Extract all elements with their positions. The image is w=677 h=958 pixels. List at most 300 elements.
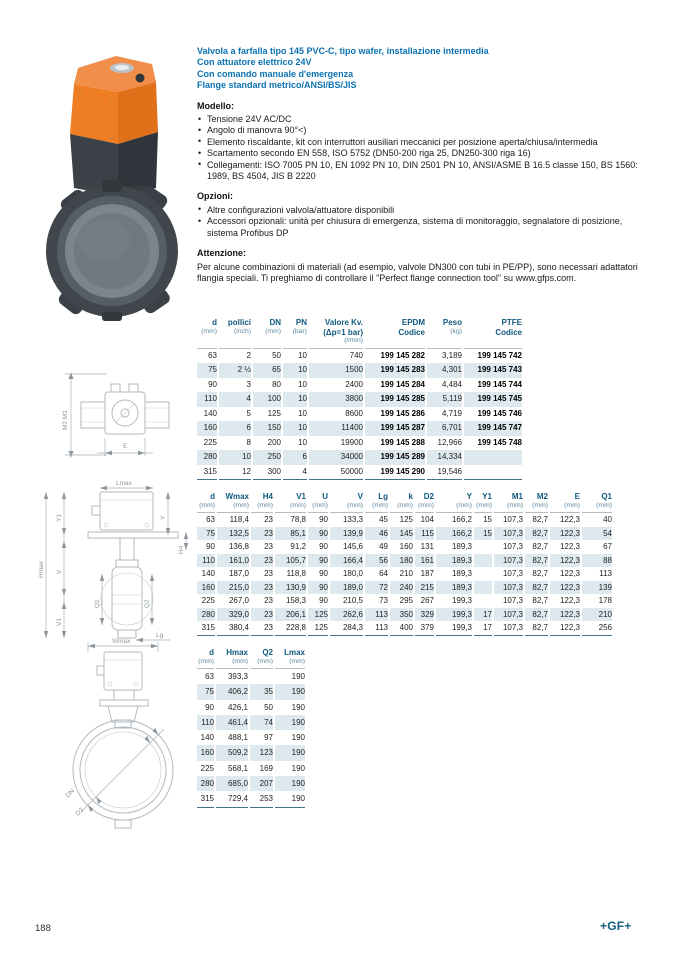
table-row bbox=[197, 776, 305, 791]
table-cell: 8 bbox=[246, 437, 251, 447]
column-header: E (mm) bbox=[550, 492, 580, 513]
table-cell: 190 bbox=[291, 672, 305, 681]
table-cell: 329 bbox=[415, 608, 434, 622]
dim-label-e: E bbox=[123, 443, 128, 450]
attention-note: Per alcune combinazioni di materiali (ad esempio, valvole DN300 con tubi in PE/PP), sono necessari adattatori flangia speciali. Ti preghiamo di controllare il "Perfect flange connection tool" su www.gfps.com. bbox=[197, 261, 638, 283]
table-cell: 75 bbox=[197, 527, 215, 541]
table-cell: 17 bbox=[474, 608, 492, 622]
table-cell: 63 bbox=[205, 672, 214, 681]
table-row bbox=[197, 669, 305, 684]
table-cell: 329,0 bbox=[217, 608, 249, 622]
table-cell: 91,2 bbox=[290, 542, 306, 551]
table-cell bbox=[474, 540, 492, 554]
table-cell: 75 bbox=[197, 363, 217, 378]
column-header: D2 (mm) bbox=[415, 492, 434, 513]
drawing-top-view bbox=[45, 356, 195, 472]
column-header: Q2 (mm) bbox=[250, 648, 273, 669]
table-cell: 130,9 bbox=[275, 581, 306, 595]
table-cell: 199 145 744 bbox=[477, 379, 522, 389]
table-cell: 19,546 bbox=[427, 465, 462, 481]
table-cell: 10 bbox=[283, 421, 307, 436]
table-cell: 139 bbox=[582, 581, 612, 595]
column-header: Y (mm) bbox=[436, 492, 472, 513]
table-cell: 125 bbox=[267, 408, 281, 418]
table-cell: 280 bbox=[197, 450, 217, 465]
table-cell: 11400 bbox=[309, 421, 363, 436]
product-photo bbox=[38, 44, 190, 322]
table-cell: 122,3 bbox=[550, 581, 580, 595]
product-title bbox=[197, 46, 649, 92]
table-cell: 406,2 bbox=[216, 684, 248, 699]
table-cell: 280 bbox=[197, 608, 215, 622]
column-header: d (mm) bbox=[197, 492, 215, 513]
table-cell bbox=[464, 450, 522, 465]
column-header: M1 (mm) bbox=[494, 492, 523, 513]
table-cell: 393,3 bbox=[227, 672, 248, 681]
table-cell: 4 bbox=[219, 392, 251, 407]
table-cell bbox=[464, 465, 522, 481]
table-cell: 73 bbox=[379, 596, 388, 605]
table-row bbox=[197, 450, 522, 465]
table-cell: 14,334 bbox=[427, 450, 462, 465]
table-cell: 82,7 bbox=[532, 569, 548, 578]
table-cell: 729,4 bbox=[216, 791, 248, 807]
table-cell: 199 145 285 bbox=[365, 392, 425, 407]
table-cell: 190 bbox=[291, 702, 305, 712]
table-row bbox=[197, 761, 305, 776]
table-cell: 90 bbox=[319, 542, 328, 551]
table-cell: 113 bbox=[365, 608, 388, 622]
table-cell: 65 bbox=[253, 363, 281, 378]
table-cell: 199,3 bbox=[436, 608, 472, 622]
table-cell: 64 bbox=[379, 569, 388, 578]
table-cell: 132,5 bbox=[217, 527, 249, 541]
table-cell: 110 bbox=[197, 392, 217, 407]
table-cell: 3,189 bbox=[441, 350, 462, 360]
table-cell: 12,966 bbox=[437, 437, 462, 447]
table-cell: 509,2 bbox=[216, 745, 248, 760]
table-cell: 207 bbox=[250, 776, 273, 791]
table-cell: 75 bbox=[197, 684, 214, 699]
table-row bbox=[197, 581, 612, 595]
actuator-front-face bbox=[70, 84, 118, 144]
table-cell: 4,301 bbox=[427, 363, 462, 378]
table-cell: 187 bbox=[420, 569, 434, 578]
table-row bbox=[197, 421, 522, 436]
table-cell: 206,1 bbox=[275, 608, 306, 622]
table-cell: 210,5 bbox=[342, 596, 363, 605]
drawing-side-view bbox=[38, 478, 196, 646]
table-row bbox=[197, 407, 522, 422]
table-row bbox=[197, 700, 305, 715]
table-cell: 90 bbox=[308, 527, 328, 541]
table-cell: 82,7 bbox=[525, 581, 548, 595]
table-cell: 225 bbox=[201, 596, 215, 605]
table-cell: 12 bbox=[219, 465, 251, 481]
table-cell: 199 145 284 bbox=[380, 379, 425, 389]
table-cell: 5,119 bbox=[427, 392, 462, 407]
table-row bbox=[197, 378, 522, 393]
table-cell: 10 bbox=[298, 437, 307, 447]
column-header: Lmax (mm) bbox=[275, 648, 305, 669]
table-cell bbox=[474, 594, 492, 608]
table-row bbox=[197, 554, 612, 568]
table-cell: 190 bbox=[275, 684, 305, 699]
table-cell: 54 bbox=[582, 527, 612, 541]
table-cell: 199 145 282 bbox=[380, 350, 425, 360]
table-cell: 199 145 287 bbox=[365, 421, 425, 436]
table-cell: 82,7 bbox=[532, 542, 548, 551]
table-cell: 158,3 bbox=[285, 596, 306, 605]
table-cell: 180,0 bbox=[342, 569, 363, 578]
table-cell: 23 bbox=[251, 621, 273, 636]
table-cell: 180 bbox=[390, 554, 413, 568]
table-cell: 189,3 bbox=[436, 581, 472, 595]
table-cell: 199,3 bbox=[451, 596, 472, 605]
table-cell: 215 bbox=[415, 581, 434, 595]
table-cell: 140 bbox=[200, 733, 214, 743]
table-cell: 187,0 bbox=[228, 569, 249, 578]
table-cell: 295 bbox=[399, 596, 413, 605]
table-cell: 145,6 bbox=[342, 542, 363, 551]
table-cell: 256 bbox=[582, 621, 612, 636]
table-cell: 199 145 748 bbox=[477, 437, 522, 447]
table-cell: 90 bbox=[206, 542, 215, 551]
table-cell: 118,8 bbox=[286, 569, 306, 578]
column-header: Q1 (mm) bbox=[582, 492, 612, 513]
table-cell: 215,0 bbox=[217, 581, 249, 595]
table-cell: 140 bbox=[203, 408, 217, 418]
table-cell: 45 bbox=[379, 515, 388, 524]
title-line: Flange standard metrico/ANSI/BS/JIS bbox=[197, 80, 357, 91]
column-header: Y1 (mm) bbox=[474, 492, 492, 513]
table-cell: 63 bbox=[206, 515, 215, 524]
bullet-item: • Scartamento secondo EN 558, ISO 5752 (DN50-200 riga 25, DN250-300 riga 16) bbox=[197, 148, 649, 159]
table-cell: 267 bbox=[420, 596, 434, 605]
table-cell: 122,3 bbox=[550, 554, 580, 568]
table-cell: 6,701 bbox=[427, 421, 462, 436]
table-cell: 210 bbox=[399, 569, 413, 578]
table-cell: 160 bbox=[197, 421, 217, 436]
dim-label-hmax: Hmax bbox=[38, 561, 45, 578]
column-header: EPDM Codice bbox=[365, 318, 425, 349]
table-cell: 82,7 bbox=[525, 608, 548, 622]
table-cell: 199 145 743 bbox=[464, 363, 522, 378]
table-cell: 199 145 290 bbox=[365, 465, 425, 481]
table-cell: 2400 bbox=[345, 379, 363, 389]
title-line: Con comando manuale d'emergenza bbox=[197, 68, 354, 79]
table-cell: 10 bbox=[298, 350, 307, 360]
table-cell: 166,4 bbox=[330, 554, 363, 568]
table-cell bbox=[474, 554, 492, 568]
table-cell: 107,3 bbox=[502, 515, 523, 524]
column-header: d (mm) bbox=[197, 648, 214, 669]
table-cell: 85,1 bbox=[275, 527, 306, 541]
dim-label-h4: H4 bbox=[178, 545, 185, 554]
table-cell: 122,3 bbox=[550, 527, 580, 541]
table-cell: 107,3 bbox=[494, 554, 523, 568]
table-cell: 82,7 bbox=[525, 554, 548, 568]
table-cell: 199 145 283 bbox=[365, 363, 425, 378]
table-cell: 199 145 745 bbox=[464, 392, 522, 407]
table-cell: 90 bbox=[308, 581, 328, 595]
table-cell: 107,3 bbox=[502, 542, 523, 551]
dim-label-wmax: Wmax bbox=[112, 638, 131, 645]
column-header: Hmax (mm) bbox=[216, 648, 248, 669]
table-cell bbox=[250, 669, 273, 684]
table-cell: 136,8 bbox=[228, 542, 249, 551]
table-cell: 107,3 bbox=[494, 608, 523, 622]
table-cell: 23 bbox=[264, 596, 273, 605]
table-cell: 145 bbox=[390, 527, 413, 541]
table-row bbox=[197, 730, 305, 745]
butterfly-valve-image bbox=[38, 44, 190, 322]
table-cell: 82,7 bbox=[525, 527, 548, 541]
table-row bbox=[197, 715, 305, 730]
table-cell: 131 bbox=[420, 542, 434, 551]
table-cell: 189,0 bbox=[330, 581, 363, 595]
table-cell: 110 bbox=[197, 715, 214, 730]
table-row bbox=[197, 745, 305, 760]
table-cell: 225 bbox=[203, 437, 217, 447]
table-cell: 300 bbox=[253, 465, 281, 481]
table-cell: 122,3 bbox=[550, 621, 580, 636]
table-cell: 461,4 bbox=[216, 715, 248, 730]
column-header: k (mm) bbox=[390, 492, 413, 513]
dimensions-table bbox=[195, 492, 614, 636]
column-header: U (mm) bbox=[308, 492, 328, 513]
dim-label-v: V bbox=[56, 569, 63, 574]
column-header: PN (bar) bbox=[283, 318, 307, 349]
actuator-knob bbox=[136, 74, 145, 83]
drawing-front-view bbox=[52, 636, 197, 836]
table-cell: 35 bbox=[250, 684, 273, 699]
table-row bbox=[197, 621, 612, 636]
table-cell: 199 145 286 bbox=[380, 408, 425, 418]
table-cell: 161,0 bbox=[217, 554, 249, 568]
table-cell: 380,4 bbox=[217, 621, 249, 636]
table-cell: 133,3 bbox=[342, 515, 363, 524]
table-cell: 10 bbox=[219, 450, 251, 465]
table-cell: 10 bbox=[298, 379, 307, 389]
table-cell: 15 bbox=[483, 515, 492, 524]
table-cell: 199 145 289 bbox=[365, 450, 425, 465]
column-header: Peso (kg) bbox=[427, 318, 462, 349]
table-cell: 4,484 bbox=[441, 379, 462, 389]
table-cell: 228,8 bbox=[275, 621, 306, 636]
table-row bbox=[197, 608, 612, 622]
height-table bbox=[195, 648, 307, 808]
table-cell: 15 bbox=[474, 527, 492, 541]
table-cell: 23 bbox=[251, 581, 273, 595]
table-cell: 315 bbox=[197, 465, 217, 481]
table-cell: 49 bbox=[379, 542, 388, 551]
table-cell bbox=[474, 581, 492, 595]
table-cell: 190 bbox=[275, 791, 305, 807]
table-cell: 113 bbox=[599, 569, 612, 578]
table-row bbox=[197, 436, 522, 451]
table-cell: 10 bbox=[283, 363, 307, 378]
table-row bbox=[197, 527, 612, 541]
table-cell: 107,3 bbox=[494, 621, 523, 636]
table-cell: 82,7 bbox=[525, 621, 548, 636]
dim-label-lg: Lg bbox=[156, 632, 164, 639]
table-cell: 5 bbox=[246, 408, 251, 418]
column-header: M2 (mm) bbox=[525, 492, 548, 513]
title-line: Con attuatore elettrico 24V bbox=[197, 57, 312, 68]
table-cell: 78,8 bbox=[290, 515, 306, 524]
column-header: DN (mm) bbox=[253, 318, 281, 349]
table-cell: 105,7 bbox=[275, 554, 306, 568]
column-header: d (mm) bbox=[197, 318, 217, 349]
table-cell: 250 bbox=[253, 450, 281, 465]
table-cell: 4 bbox=[283, 465, 307, 481]
table-cell: 74 bbox=[250, 715, 273, 730]
table-cell: 488,1 bbox=[227, 733, 248, 743]
table-cell: 23 bbox=[251, 554, 273, 568]
dim-label-d2: D2 bbox=[74, 806, 86, 818]
table-cell: 110 bbox=[197, 554, 215, 568]
table-cell: 240 bbox=[390, 581, 413, 595]
table-cell: 40 bbox=[603, 515, 612, 524]
table-cell: 122,3 bbox=[559, 569, 580, 578]
table-cell: 2 ½ bbox=[219, 363, 251, 378]
dim-label-y1: Y1 bbox=[56, 514, 63, 522]
table-cell: 189,3 bbox=[436, 554, 472, 568]
table-cell: 139,9 bbox=[330, 527, 363, 541]
table-cell: 169 bbox=[259, 763, 273, 773]
table-row bbox=[197, 349, 522, 364]
column-header: Wmax (mm) bbox=[217, 492, 249, 513]
table-cell: 107,3 bbox=[502, 569, 523, 578]
table-cell: 10 bbox=[283, 392, 307, 407]
table-cell bbox=[474, 567, 492, 581]
table-cell: 88 bbox=[582, 554, 612, 568]
dim-label-v1: V1 bbox=[56, 618, 63, 626]
table-cell: 122,3 bbox=[559, 542, 580, 551]
table-cell: 190 bbox=[291, 733, 305, 743]
column-header: Valore Kv. (Δp=1 bar) (l/min) bbox=[309, 318, 363, 349]
table-cell: 160 bbox=[399, 542, 413, 551]
table-cell: 107,3 bbox=[494, 527, 523, 541]
table-cell: 140 bbox=[201, 569, 215, 578]
table-cell: 150 bbox=[253, 421, 281, 436]
table-cell: 82,7 bbox=[532, 515, 548, 524]
table-cell: 284,3 bbox=[330, 621, 363, 636]
table-cell: 190 bbox=[275, 776, 305, 791]
table-cell: 8600 bbox=[345, 408, 363, 418]
description-column bbox=[197, 46, 649, 284]
table-cell: 1500 bbox=[309, 363, 363, 378]
table-cell: 225 bbox=[200, 763, 214, 773]
table-cell: 63 bbox=[208, 350, 217, 360]
dim-label-q1: Q1 bbox=[94, 599, 101, 608]
opzioni-bullet-list bbox=[197, 205, 649, 239]
table-cell: 125 bbox=[308, 621, 328, 636]
table-cell: 190 bbox=[275, 715, 305, 730]
table-cell: 199,3 bbox=[436, 621, 472, 636]
table-cell: 23 bbox=[251, 608, 273, 622]
table-cell: 262,6 bbox=[330, 608, 363, 622]
table-cell: 3800 bbox=[309, 392, 363, 407]
table-row bbox=[197, 513, 612, 527]
table-cell: 199 145 746 bbox=[477, 408, 522, 418]
table-cell: 23 bbox=[264, 569, 273, 578]
table-cell: 190 bbox=[291, 763, 305, 773]
table-cell: 350 bbox=[390, 608, 413, 622]
table-cell: 90 bbox=[319, 569, 328, 578]
section-label-modello: Modello: bbox=[197, 100, 234, 111]
table-cell: 379 bbox=[415, 621, 434, 636]
modello-bullet-list bbox=[197, 114, 649, 182]
table-cell: 67 bbox=[603, 542, 612, 551]
table-cell: 82,7 bbox=[532, 596, 548, 605]
table-cell: 46 bbox=[365, 527, 388, 541]
table-cell: 23 bbox=[251, 527, 273, 541]
table-cell: 90 bbox=[208, 379, 217, 389]
table-cell: 97 bbox=[264, 733, 273, 743]
table-cell: 166,2 bbox=[451, 515, 472, 524]
table-row bbox=[197, 540, 612, 554]
table-cell: 315 bbox=[197, 621, 215, 636]
table-cell: 90 bbox=[319, 596, 328, 605]
table-cell: 72 bbox=[365, 581, 388, 595]
table-cell: 19900 bbox=[340, 437, 363, 447]
table-cell: 199 145 747 bbox=[464, 421, 522, 436]
table-cell: 189,3 bbox=[451, 569, 472, 578]
table-cell: 80 bbox=[272, 379, 281, 389]
table-cell: 685,0 bbox=[216, 776, 248, 791]
table-cell: 426,1 bbox=[227, 702, 248, 712]
table-cell: 123 bbox=[250, 745, 273, 760]
table-cell: 3 bbox=[246, 379, 251, 389]
table-cell: 50 bbox=[272, 350, 281, 360]
column-header: PTFE Codice bbox=[464, 318, 522, 349]
dim-label-y: Y bbox=[160, 515, 167, 520]
table-cell: 23 bbox=[264, 542, 273, 551]
bullet-item: • Altre configurazioni valvola/attuatore disponibili bbox=[197, 205, 649, 216]
table-cell: 6 bbox=[219, 421, 251, 436]
table-cell: 115 bbox=[415, 527, 434, 541]
table-cell: 189,3 bbox=[451, 542, 472, 551]
bullet-item: • Accessori opzionali: unità per chiusura di emergenza, sistema di monitoraggio, segnalatore di posizione, sistema Profibus DP bbox=[197, 216, 649, 239]
table-cell: 56 bbox=[365, 554, 388, 568]
table-cell: 90 bbox=[205, 702, 214, 712]
table-cell: 125 bbox=[308, 608, 328, 622]
table-cell: 107,3 bbox=[494, 581, 523, 595]
table-cell: 104 bbox=[420, 515, 434, 524]
column-header: V1 (mm) bbox=[275, 492, 306, 513]
table-cell: 267,0 bbox=[228, 596, 249, 605]
table-cell: 125 bbox=[399, 515, 413, 524]
table-cell: 50000 bbox=[309, 465, 363, 481]
table-row bbox=[197, 684, 305, 699]
table-cell: 17 bbox=[474, 621, 492, 636]
table-cell: 50 bbox=[264, 702, 273, 712]
table-cell: 4,719 bbox=[441, 408, 462, 418]
table-cell: 10 bbox=[298, 408, 307, 418]
table-row bbox=[197, 392, 522, 407]
table-cell: 199 145 288 bbox=[380, 437, 425, 447]
table-cell: 210 bbox=[582, 608, 612, 622]
bullet-item: • Collegamenti: ISO 7005 PN 10, EN 1092 PN 10, DIN 2501 PN 10, ANSI/ASME B 16.5 classe 150, BS 1560: 1989, BS 4504, JIS B 2220 bbox=[197, 160, 649, 183]
table-cell: 400 bbox=[390, 621, 413, 636]
table-cell: 122,3 bbox=[559, 596, 580, 605]
table-cell: 253 bbox=[250, 791, 273, 807]
dim-label-dn: DN bbox=[64, 787, 77, 800]
table-cell: 280 bbox=[197, 776, 214, 791]
dim-label-lmax: Lmax bbox=[116, 480, 132, 487]
